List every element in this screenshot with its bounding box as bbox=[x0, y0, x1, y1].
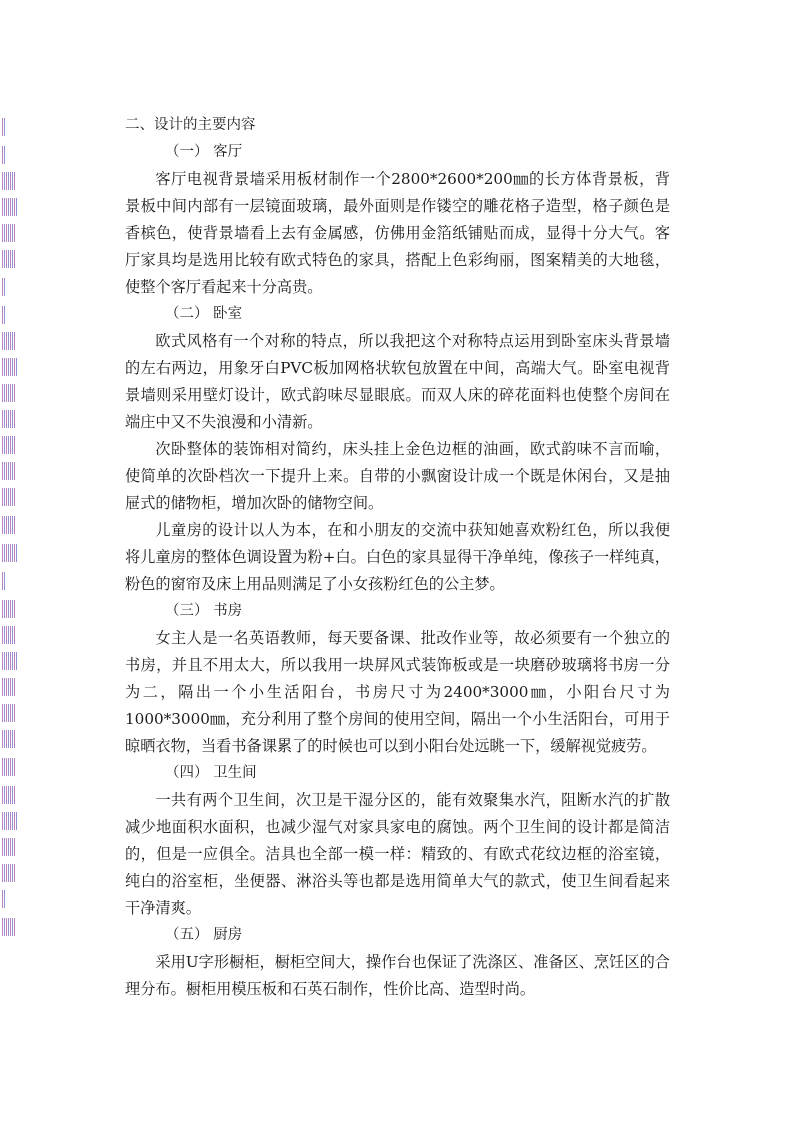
paragraph: 次卧整体的装饰相对简约，床头挂上金色边框的油画，欧式韵味不言而喻，使简单的次卧档次一下提升上来。自带的小飘窗设计成一个既是休闲台，又是抽屉式的储物柜，增加次卧的储物空间。 bbox=[125, 440, 670, 512]
margin-mark bbox=[2, 332, 16, 350]
margin-mark bbox=[2, 358, 17, 376]
margin-mark bbox=[2, 678, 16, 696]
margin-mark bbox=[2, 758, 16, 776]
margin-mark bbox=[2, 890, 6, 908]
section-title: 二、设计的主要内容 bbox=[125, 117, 256, 133]
margin-mark bbox=[2, 812, 17, 830]
margin-mark bbox=[2, 730, 15, 748]
margin-mark bbox=[2, 918, 16, 936]
subheading-living-room: （一） 客厅 bbox=[165, 144, 243, 160]
margin-mark bbox=[2, 278, 6, 296]
margin-mark bbox=[2, 410, 16, 428]
margin-mark bbox=[2, 118, 6, 136]
margin-mark bbox=[2, 198, 17, 216]
margin-mark bbox=[2, 172, 16, 190]
margin-scan-artifacts bbox=[2, 110, 18, 990]
margin-mark bbox=[2, 146, 5, 164]
paragraph: 女主人是一名英语教师，每天要备课、批改作业等，故必须要有一个独立的书房，并且不用太大，所以我用一块屏风式装饰板或是一块磨砂玻璃将书房一分为二，隔出一个小生活阳台，书房尺寸为2400*3000㎜，小阳台尺寸为1000*3000㎜，充分利用了整个房间的使用空间，隔出一个小生活阳台，可用于晾晒衣物，当看书备课累了的时候也可以到小阳台处远眺一下，缓解视觉疲劳。 bbox=[125, 629, 670, 755]
margin-mark bbox=[2, 838, 16, 856]
margin-mark bbox=[2, 516, 16, 534]
margin-mark bbox=[2, 600, 16, 618]
subheading-study: （三） 书房 bbox=[165, 603, 243, 619]
margin-mark bbox=[2, 786, 16, 804]
margin-mark bbox=[2, 544, 17, 562]
paragraph: 欧式风格有一个对称的特点，所以我把这个对称特点运用到卧室床头背景墙的左右两边，用象牙白PVC板加网格状软包放置在中间，高端大气。卧室电视背景墙则采用壁灯设计，欧式韵味尽显眼底。而双人床的碎花面料也使整个房间在端庄中又不失浪漫和小清新。 bbox=[125, 332, 670, 431]
margin-mark bbox=[2, 704, 16, 722]
margin-mark bbox=[2, 572, 6, 590]
margin-mark bbox=[2, 250, 15, 268]
paragraph: 客厅电视背景墙采用板材制作一个2800*2600*200㎜的长方体背景板，背景板中间内部有一层镜面玻璃，最外面则是作镂空的雕花格子造型，格子颜色是香槟色，使背景墙看上去有金属感，仿佛用金箔纸铺贴而成，显得十分大气。客厅家具均是选用比较有欧式特色的家具，搭配上色彩绚丽，图案精美的大地毯，使整个客厅看起来十分高贵。 bbox=[125, 170, 670, 296]
subheading-bedroom: （二） 卧室 bbox=[165, 306, 243, 322]
margin-mark bbox=[2, 652, 17, 670]
document-page bbox=[125, 112, 670, 1003]
paragraph: 一共有两个卫生间，次卫是干湿分区的，能有效聚集水汽，阻断水汽的扩散减少地面积水面积，也减少湿气对家具家电的腐蚀。两个卫生间的设计都是简洁的，但是一应俱全。洁具也全部一模一样：精致的、有欧式花纹边框的浴室镜，纯白的浴室柜，坐便器、淋浴头等也都是选用简单大气的款式，使卫生间看起来干净清爽。 bbox=[125, 791, 670, 917]
margin-mark bbox=[2, 462, 15, 480]
margin-mark bbox=[2, 224, 16, 242]
margin-mark bbox=[2, 306, 5, 324]
margin-mark bbox=[2, 384, 16, 402]
paragraph: 儿童房的设计以人为本，在和小朋友的交流中获知她喜欢粉红色，所以我便将儿童房的整体色调设置为粉+白。白色的家具显得干净单纯，像孩子一样纯真，粉色的窗帘及床上用品则满足了小女孩粉红色的公主梦。 bbox=[125, 521, 670, 593]
margin-mark bbox=[2, 436, 16, 454]
margin-mark bbox=[2, 864, 16, 882]
margin-mark bbox=[2, 626, 16, 644]
subheading-bathroom: （四） 卫生间 bbox=[165, 765, 257, 781]
paragraph: 采用U字形橱柜，橱柜空间大，操作台也保证了洗涤区、准备区、烹饪区的合理分布。橱柜用模压板和石英石制作，性价比高、造型时尚。 bbox=[125, 953, 670, 998]
subheading-kitchen: （五） 厨房 bbox=[165, 927, 243, 943]
margin-mark bbox=[2, 488, 15, 506]
